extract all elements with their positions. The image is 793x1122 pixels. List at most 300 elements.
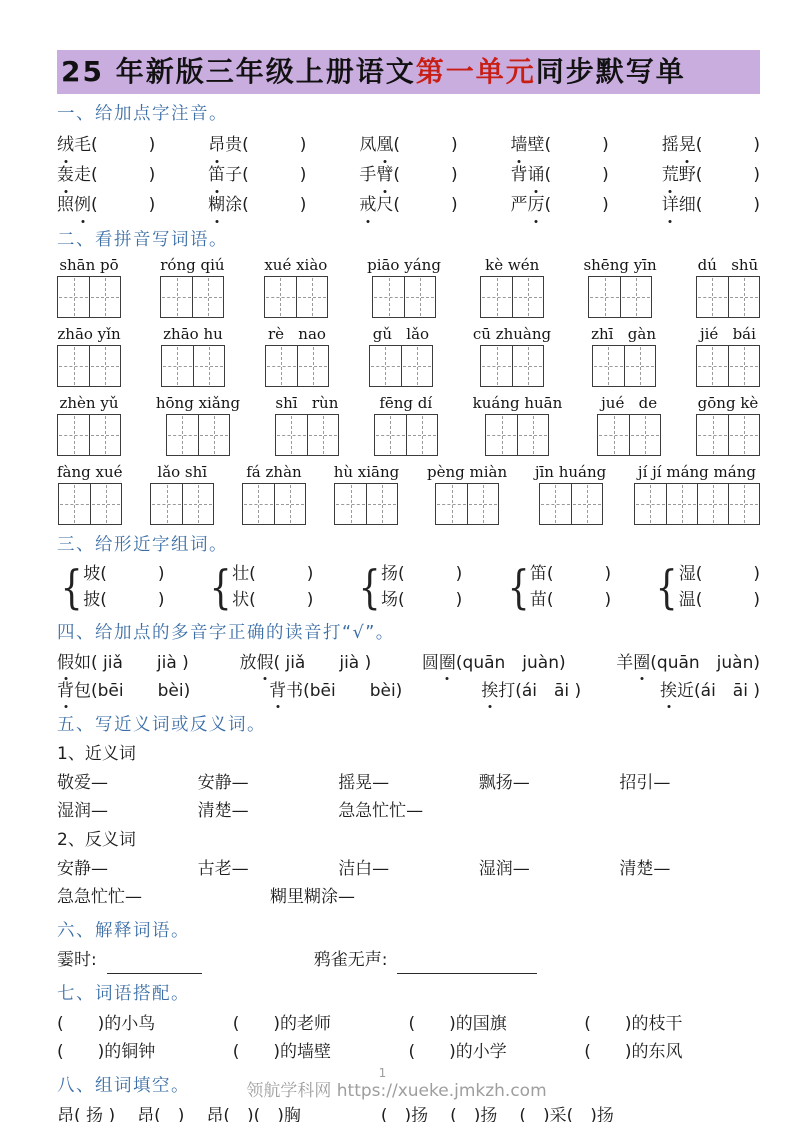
pair-line <box>83 561 164 587</box>
pinyin-word-item <box>473 325 551 387</box>
pair-line <box>530 561 611 587</box>
tianzige-cell <box>366 484 397 524</box>
word-char: 背 <box>510 165 528 185</box>
dotted-char: 墙 <box>511 130 528 160</box>
word-text <box>662 165 696 185</box>
fill-blank-item: 昂( 扬 ) <box>57 1106 116 1122</box>
word-item <box>57 130 155 160</box>
dotted-char: 戒 <box>359 190 376 220</box>
tianzige-cell <box>697 484 728 524</box>
answer-blank: ( ) <box>544 165 609 185</box>
pinyin-word-item <box>597 394 661 456</box>
word-char: 如 <box>74 653 91 673</box>
pinyin-word-item <box>264 256 328 318</box>
fill-blank-item: ( )扬 <box>450 1106 498 1122</box>
pinyin-word-item <box>369 325 433 387</box>
tianzige-cell <box>335 484 366 524</box>
tianzige-grid <box>634 483 760 525</box>
word-char: 严 <box>510 195 528 215</box>
section-7-heading: 七、词语搭配。 <box>57 984 190 1004</box>
section-6-heading: 六、解释词语。 <box>57 921 190 941</box>
tianzige-grid <box>696 276 760 318</box>
tianzige-cell <box>296 277 327 317</box>
pinyin-label: gǔ lǎo <box>372 325 430 343</box>
tianzige-cell <box>151 484 182 524</box>
dotted-char: 圈 <box>633 649 650 677</box>
pinyin-word-item <box>160 256 224 318</box>
tianzige-cell <box>274 484 305 524</box>
pair-column <box>679 561 760 613</box>
tianzige-cell <box>589 277 620 317</box>
tianzige-cell <box>540 484 571 524</box>
word-char: 放 <box>239 653 257 673</box>
dotted-char: 绒 <box>57 130 74 160</box>
tianzige-cell <box>265 277 296 317</box>
site-watermark: 领航学科网 https://xueke.jmkzh.com <box>246 1081 547 1101</box>
pinyin-word-item <box>367 256 441 318</box>
word-text <box>269 681 303 701</box>
pair-char: 湿 <box>678 564 696 584</box>
pinyin-label: shān pō <box>59 256 119 274</box>
word-text <box>359 195 393 215</box>
word-prompt: 急急忙忙— <box>338 801 424 821</box>
dotted-char: 挨 <box>481 677 498 705</box>
tianzige-grid <box>696 345 760 387</box>
dotted-char: 荒 <box>662 160 679 190</box>
tianzige-grid <box>57 345 121 387</box>
word-item <box>662 190 760 220</box>
dotted-char: 臂 <box>376 160 393 190</box>
word-char: 书 <box>286 681 304 701</box>
tianzige-grid <box>539 483 603 525</box>
section-6-body <box>57 947 760 974</box>
tianzige-grid <box>334 483 398 525</box>
word-char: 野 <box>678 165 696 185</box>
word-item <box>208 130 306 160</box>
pair-char: 状 <box>232 590 250 610</box>
pair-line <box>530 587 611 613</box>
word-prompt: 清楚— <box>619 859 671 879</box>
word-text <box>422 653 456 673</box>
pinyin-label: kuáng huān <box>472 394 563 412</box>
pinyin-annotation-row <box>57 190 760 220</box>
title-highlight: 第一单元 <box>415 55 536 88</box>
tianzige-cell <box>58 277 89 317</box>
pinyin-annotation-row <box>57 130 760 160</box>
word-prompt: 敬爱— <box>57 773 108 793</box>
tianzige-grid <box>57 414 121 456</box>
pinyin-word-item <box>57 463 123 525</box>
title-banner <box>57 50 760 94</box>
answer-blank: ( ) <box>544 195 609 215</box>
tianzige-cell <box>666 484 697 524</box>
word-prompt: ( )的枝干 <box>584 1014 683 1034</box>
pinyin-label: pèng miàn <box>426 463 508 481</box>
dotted-char: 例 <box>74 190 91 220</box>
tianzige-grid <box>150 483 214 525</box>
word-prompt: 湿润— <box>478 859 530 879</box>
pinyin-label: cū zhuàng <box>472 325 552 343</box>
tianzige-cell <box>593 346 624 386</box>
pinyin-word-item <box>156 394 240 456</box>
tianzige-cell <box>697 346 728 386</box>
similar-char-pair <box>652 561 760 613</box>
answer-blank: ( ) <box>393 165 458 185</box>
word-item <box>208 190 306 220</box>
tianzige-cell <box>161 277 192 317</box>
answer-line <box>397 956 537 974</box>
word-list-row <box>57 855 760 883</box>
tianzige-cell <box>635 484 666 524</box>
pair-char: 扬 <box>381 564 398 584</box>
tianzige-cell <box>517 415 548 455</box>
pinyin-word-item <box>591 325 656 387</box>
tianzige-grid <box>242 483 306 525</box>
definition-item <box>57 947 314 974</box>
answer-blank: ( ) <box>249 564 314 584</box>
word-item <box>359 130 457 160</box>
word-text <box>359 165 393 185</box>
answer-blank: ( ) <box>100 590 165 610</box>
answer-blank: ( ) <box>544 135 609 155</box>
definition-term: 鸦雀无声: <box>313 950 388 970</box>
word-list-row <box>57 883 760 911</box>
similar-char-pair <box>504 561 612 613</box>
tianzige-grid <box>275 414 339 456</box>
pinyin-word-item <box>427 463 507 525</box>
tianzige-cell <box>512 346 543 386</box>
answer-blank: ( ) <box>695 590 760 610</box>
word-text <box>208 165 242 185</box>
answer-blank: ( ) <box>546 564 612 584</box>
word-char: 贵 <box>225 135 243 155</box>
pair-char: 壮 <box>232 564 250 584</box>
pinyin-annotation-row <box>57 160 760 190</box>
tianzige-grid <box>485 414 549 456</box>
word-text <box>511 165 545 185</box>
tianzige-grid <box>597 414 661 456</box>
word-item <box>511 130 609 160</box>
left-brace: { <box>60 560 83 614</box>
pinyin-grid-row <box>57 256 760 318</box>
pinyin-word-item <box>634 463 760 525</box>
synonyms-body <box>57 769 760 825</box>
similar-char-pair <box>355 561 463 613</box>
left-brace: { <box>656 560 679 614</box>
pinyin-word-item <box>275 394 339 456</box>
pair-char: 场 <box>381 590 398 610</box>
word-char: 手 <box>359 165 377 185</box>
pinyin-word-item <box>57 256 121 318</box>
tianzige-cell <box>89 277 120 317</box>
pinyin-label: fàng xué <box>57 463 123 481</box>
answer-blank: ( ) <box>398 590 463 610</box>
tianzige-cell <box>481 277 512 317</box>
tianzige-cell <box>370 346 401 386</box>
word-prompt: ( )的铜钟 <box>57 1042 156 1062</box>
dotted-char: 圈 <box>439 649 456 677</box>
tianzige-cell <box>193 346 224 386</box>
pinyin-label: zhī gàn <box>591 325 656 343</box>
pinyin-word-item <box>535 463 606 525</box>
answer-blank: ( ) <box>398 564 463 584</box>
word-char: 包 <box>74 681 91 701</box>
word-prompt: 急急忙忙— <box>57 887 142 907</box>
word-prompt: ( )的老师 <box>232 1014 332 1034</box>
answer-blank: ( jiǎ jià ) <box>91 653 189 673</box>
dotted-char: 晃 <box>679 130 696 160</box>
word-text <box>662 135 696 155</box>
tianzige-grid <box>592 345 656 387</box>
word-text <box>511 195 545 215</box>
answer-blank: ( ) <box>242 195 307 215</box>
tianzige-cell <box>571 484 602 524</box>
word-item <box>57 677 190 705</box>
tianzige-grid <box>160 276 224 318</box>
dotted-char: 昂 <box>208 130 225 160</box>
tianzige-grid <box>161 345 225 387</box>
tianzige-cell <box>58 415 89 455</box>
dotted-char: 背 <box>269 677 286 705</box>
word-char: 近 <box>677 681 695 701</box>
word-char: 摇 <box>661 135 679 155</box>
tianzige-grid <box>588 276 652 318</box>
pair-column <box>83 561 164 613</box>
tianzige-cell <box>89 346 120 386</box>
dotted-char: 假 <box>256 649 273 677</box>
word-item <box>57 160 155 190</box>
word-list-row <box>57 1010 760 1038</box>
pinyin-label: fēng dí <box>379 394 433 412</box>
tianzige-cell <box>629 415 660 455</box>
word-text <box>57 681 91 701</box>
tianzige-cell <box>167 415 198 455</box>
pinyin-label: fá zhàn <box>246 463 302 481</box>
pair-column <box>530 561 611 613</box>
dotted-char: 厉 <box>528 190 545 220</box>
dotted-char: 轰 <box>57 160 74 190</box>
tianzige-cell <box>58 346 89 386</box>
pair-char: 温 <box>678 590 696 610</box>
answer-blank: ( ) <box>695 165 760 185</box>
section-2-body <box>57 256 760 525</box>
answer-blank: (bēi bèi) <box>91 681 191 701</box>
pinyin-label: rè nao <box>267 325 326 343</box>
title-suffix: 同步默写单 <box>535 55 686 88</box>
dotted-char: 详 <box>662 190 679 220</box>
word-item <box>269 677 402 705</box>
pinyin-label: jié bái <box>699 325 756 343</box>
answer-blank: ( ) <box>546 590 612 610</box>
tianzige-grid <box>372 276 436 318</box>
synonyms-subheading: 1、近义词 <box>57 744 136 764</box>
word-prompt: 糊里糊涂— <box>270 887 355 907</box>
pair-char: 笛 <box>529 564 547 584</box>
answer-blank: ( ) <box>91 135 156 155</box>
tianzige-cell <box>162 346 193 386</box>
tianzige-grid <box>435 483 499 525</box>
tianzige-grid <box>265 345 329 387</box>
tianzige-cell <box>406 415 437 455</box>
word-prompt: 安静— <box>197 773 249 793</box>
fill-blank-item: ( )采( )扬 <box>519 1106 614 1122</box>
word-text <box>660 681 694 701</box>
word-text <box>616 653 650 673</box>
pair-char: 坡 <box>83 564 101 584</box>
similar-char-pair <box>206 561 314 613</box>
word-char: 打 <box>498 681 516 701</box>
tianzige-grid <box>166 414 230 456</box>
pair-char: 披 <box>83 590 101 610</box>
answer-blank: ( ) <box>249 590 314 610</box>
word-prompt: ( )的国旗 <box>408 1014 507 1034</box>
word-item <box>662 130 760 160</box>
pinyin-word-item <box>473 394 563 456</box>
word-text <box>57 135 91 155</box>
answer-blank: (quān juàn) <box>455 653 566 673</box>
tianzige-cell <box>192 277 223 317</box>
tianzige-cell <box>401 346 432 386</box>
dotted-char: 挨 <box>660 677 677 705</box>
pair-line <box>679 561 760 587</box>
tianzige-cell <box>266 346 297 386</box>
tianzige-grid <box>57 276 121 318</box>
pinyin-label: shī rùn <box>275 394 339 412</box>
tianzige-cell <box>598 415 629 455</box>
title-prefix: 25 年新版三年级上册语文 <box>61 55 416 88</box>
word-char: 毛 <box>74 135 91 155</box>
dotted-char: 笛 <box>208 160 225 190</box>
tianzige-cell <box>728 346 759 386</box>
section-7-body <box>57 1010 760 1066</box>
section-1-heading: 一、给加点字注音。 <box>57 104 228 124</box>
fill-blank-item: ( )扬 <box>380 1106 429 1122</box>
tianzige-grid <box>480 276 544 318</box>
pinyin-word-item <box>265 325 329 387</box>
word-text <box>208 195 242 215</box>
word-item <box>616 649 760 677</box>
section-3-heading: 三、给形近字组词。 <box>57 535 228 555</box>
pair-line <box>381 587 462 613</box>
section-2-heading: 二、看拼音写词语。 <box>57 230 228 250</box>
answer-blank: ( ) <box>393 195 458 215</box>
tianzige-cell <box>512 277 543 317</box>
pair-line <box>381 561 462 587</box>
word-item <box>511 190 609 220</box>
word-char: 涂 <box>225 195 243 215</box>
word-item <box>57 190 155 220</box>
tianzige-cell <box>243 484 274 524</box>
word-item <box>359 190 457 220</box>
definition-term: 霎时: <box>57 950 97 970</box>
antonyms-subheading: 2、反义词 <box>57 830 136 850</box>
tianzige-cell <box>728 415 759 455</box>
answer-blank: ( ) <box>393 135 458 155</box>
left-brace: { <box>507 560 530 614</box>
similar-char-pair <box>57 561 165 613</box>
pinyin-label: róng qiú <box>160 256 225 274</box>
pinyin-label: xué xiào <box>264 256 328 274</box>
tianzige-cell <box>90 484 121 524</box>
tianzige-cell <box>697 415 728 455</box>
pinyin-label: hōng xiǎng <box>155 394 241 412</box>
dotted-char: 假 <box>57 649 74 677</box>
dotted-char: 凰 <box>376 130 393 160</box>
section-3-body <box>57 561 760 613</box>
pair-line <box>679 587 760 613</box>
dotted-char: 背 <box>57 677 74 705</box>
answer-blank: (bēi bèi) <box>303 681 403 701</box>
word-text <box>662 195 696 215</box>
tianzige-cell <box>307 415 338 455</box>
word-char: 羊 <box>616 653 634 673</box>
pair-line <box>232 561 313 587</box>
word-text <box>359 135 393 155</box>
tianzige-cell <box>467 484 498 524</box>
pinyin-word-item <box>583 256 656 318</box>
pinyin-word-item <box>242 463 306 525</box>
definition-item <box>314 947 538 974</box>
pinyin-label: kè wén <box>485 256 540 274</box>
pinyin-grid-row <box>57 463 760 525</box>
section-8-body <box>57 1102 760 1122</box>
tianzige-cell <box>728 277 759 317</box>
word-prompt: 洁白— <box>338 859 390 879</box>
pinyin-label: hù xiāng <box>333 463 400 481</box>
tianzige-cell <box>198 415 229 455</box>
tianzige-cell <box>697 277 728 317</box>
word-item <box>481 677 581 705</box>
word-text <box>57 653 91 673</box>
tianzige-cell <box>182 484 213 524</box>
word-text <box>511 135 545 155</box>
pinyin-word-item <box>696 325 760 387</box>
word-prompt: 安静— <box>57 859 108 879</box>
tianzige-cell <box>373 277 404 317</box>
tianzige-cell <box>276 415 307 455</box>
word-prompt: ( )的东风 <box>584 1042 683 1062</box>
word-char: 圆 <box>421 653 439 673</box>
word-item <box>660 677 760 705</box>
tianzige-grid <box>480 345 544 387</box>
word-char: 照 <box>57 195 74 215</box>
fill-blank-item: 昂( ) <box>137 1106 185 1122</box>
word-item <box>208 160 306 190</box>
pinyin-word-item <box>696 394 760 456</box>
word-prompt: 清楚— <box>197 801 249 821</box>
pair-column <box>232 561 313 613</box>
tianzige-cell <box>620 277 651 317</box>
pinyin-word-item <box>334 463 400 525</box>
word-item <box>239 649 371 677</box>
tianzige-grid <box>374 414 438 456</box>
pinyin-grid-row <box>57 325 760 387</box>
word-char: 尺 <box>376 195 394 215</box>
tianzige-grid <box>696 414 760 456</box>
word-prompt: 招引— <box>619 773 671 793</box>
pair-char: 苗 <box>529 590 547 610</box>
word-char: 子 <box>225 165 243 185</box>
word-char: 细 <box>678 195 696 215</box>
tianzige-grid <box>369 345 433 387</box>
pinyin-word-item <box>480 256 544 318</box>
word-list-row <box>57 1038 760 1066</box>
tianzige-grid <box>58 483 122 525</box>
answer-blank: (ái āi ) <box>515 681 582 701</box>
word-text <box>208 135 242 155</box>
tianzige-cell <box>481 346 512 386</box>
answer-blank: ( ) <box>91 195 156 215</box>
